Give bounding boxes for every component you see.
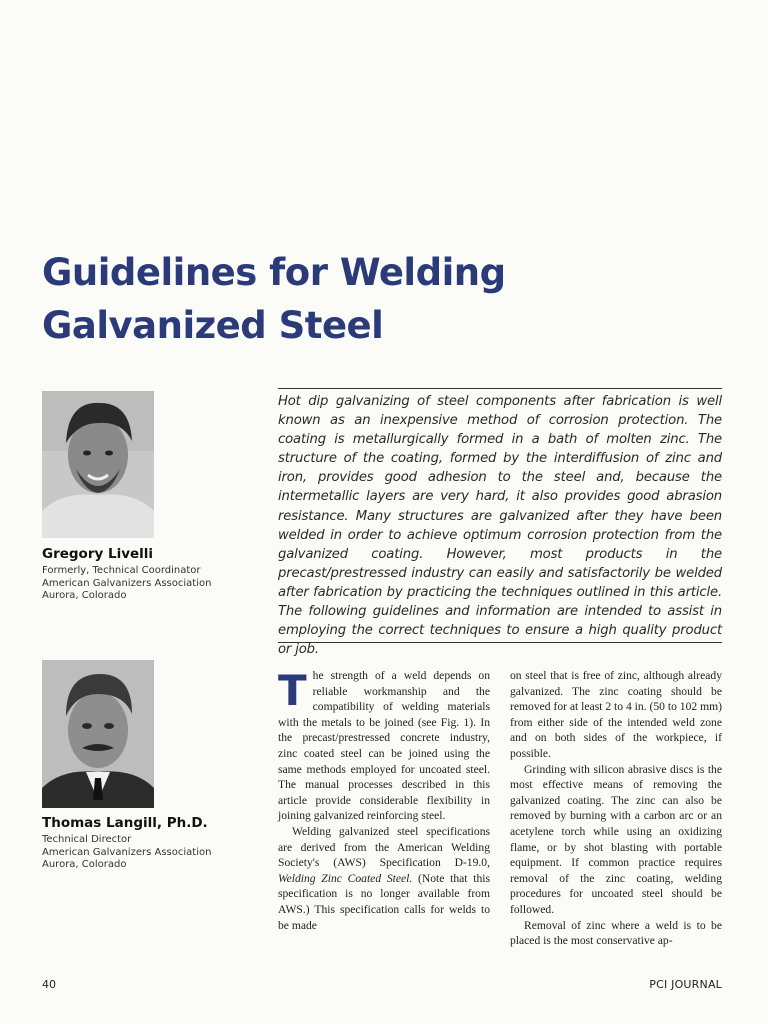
author-name: Gregory Livelli	[42, 546, 154, 562]
body-paragraph: Removal of zinc where a weld is to be placed is the most conservative ap-	[510, 918, 722, 948]
title-line-1: Guidelines for Welding	[42, 251, 506, 294]
author-affiliation-line: American Galvanizers Association	[42, 846, 212, 858]
author-name: Thomas Langill, Ph.D.	[42, 815, 208, 831]
author-photo-langill	[42, 660, 154, 808]
abstract-text: Hot dip galvanizing of steel components after fabrication is well known as an inexpensive method of corrosion protection. The coating is metallurgically formed in a bath of molten zinc. The structure of the coating, formed by the interdiffusion of zinc and iron, provides good adhesion to the steel and, because the intermetallic layers are very hard, it also provides good abrasion resistance. Many structures are galvanized after they have been welded in order to achieve optimum corrosion protection from the galvanized coating. However, most products in the precast/prestressed industry can easily and satisfactorily be welded after fabrication by practicing the techniques outlined in this article. The following guidelines and information are intended to assist in employing the correct techniques to ensure a high quality product or job.	[278, 394, 722, 658]
author-affiliation-line: Technical Director	[42, 834, 132, 845]
author-block-livelli	[42, 546, 262, 603]
body-paragraph: Grinding with silicon abrasive discs is the most effective means of removing the galvanized coating. The zinc can also be removed by burning with a carbon arc or an acetylene torch while using an oxidizing flame, or by shot blasting with portable equipment. If common practice requires removal of the zinc coating, welding procedures for uncoated steel should be followed.	[510, 762, 722, 916]
author-photo-livelli	[42, 391, 154, 538]
body-paragraph	[278, 824, 490, 933]
paragraph-text: (Note that this specification is no longer available from AWS.) This specification calls for welds to be made	[278, 871, 490, 932]
journal-name: PCI JOURNAL	[649, 978, 722, 991]
specification-title: Welding Zinc Coated Steel.	[278, 871, 413, 885]
author-affiliation-line: American Galvanizers Association	[42, 577, 212, 589]
abstract-top-rule	[278, 388, 722, 389]
body-paragraph	[278, 668, 490, 824]
title-line-2: Galvanized Steel	[42, 304, 384, 347]
body-paragraph: on steel that is free of zinc, although already galvanized. The zinc coating should be removed for at least 2 to 4 in. (50 to 102 mm) from either side of the intended weld zone and on both sides of the workpiece, if possible.	[510, 669, 722, 760]
page-number: 40	[42, 978, 56, 991]
abstract-bottom-rule	[278, 642, 722, 643]
article-title	[42, 246, 682, 352]
paragraph-text: Welding galvanized steel specifications are derived from the American Welding Society's (AWS) Specification D-19.0,	[278, 824, 490, 870]
author-block-langill	[42, 815, 262, 872]
drop-cap: T	[278, 666, 307, 715]
author-affiliation-line: Aurora, Colorado	[42, 859, 127, 870]
author-affiliation-line: Aurora, Colorado	[42, 590, 127, 601]
body-column-1	[278, 668, 490, 933]
body-column-2	[510, 668, 722, 949]
paragraph-text: he strength of a weld depends on reliable workmanship and the compatibility of welding materials with the metals to be joined (see Fig. 1). In the precast/prestressed concrete industry, zinc coated steel can be joined using the same methods employed for uncoated steel. The manual processes described in this article provide considerable flexibility in joining galvanized reinforcing steel.	[278, 669, 490, 823]
author-affiliation-line: Formerly, Technical Coordinator	[42, 565, 201, 576]
